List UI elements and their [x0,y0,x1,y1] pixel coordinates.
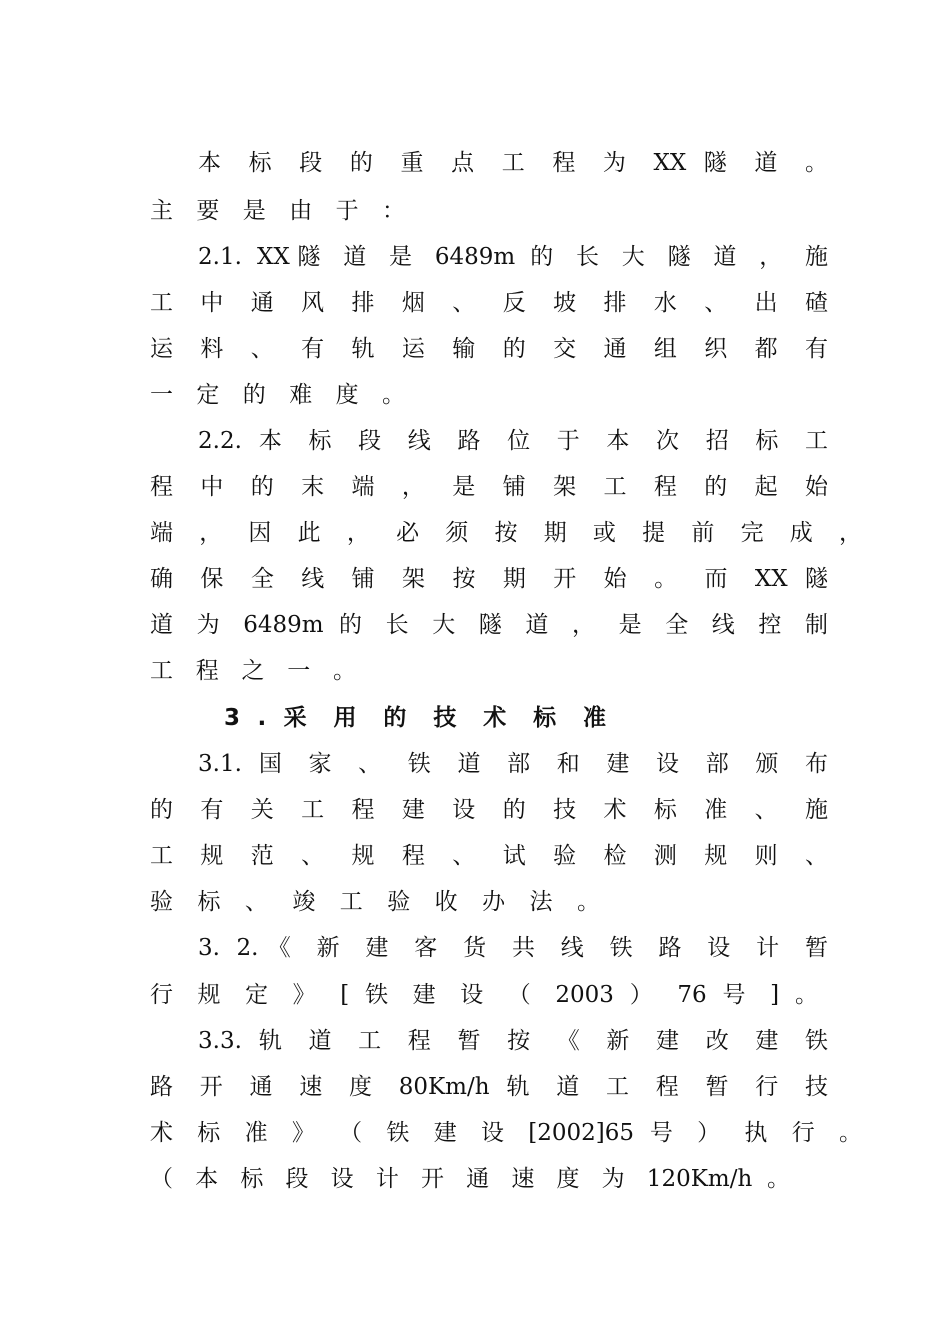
paragraph-line: 程 中 的 末 端 ， 是 铺 架 工 程 的 起 始 [150,474,828,500]
paragraph-line: 3.1. 国 家 、 铁 道 部 和 建 设 部 颁 布 [198,751,828,777]
paragraph-line: 本 标 段 的 重 点 工 程 为 XX 隧 道 。 [198,150,828,176]
section-heading: 3 . 采 用 的 技 术 标 准 [224,705,606,731]
paragraph-line: 主 要 是 由 于 ： [150,198,405,224]
paragraph-line: 运 料 、 有 轨 运 输 的 交 通 组 织 都 有 [150,336,828,362]
paragraph-line: 行 规 定 》 [ 铁 建 设 （ 2003 ） 76 号 ] 。 [150,982,818,1008]
paragraph-line: 端 ， 因 此 ， 必 须 按 期 或 提 前 完 成 ， [150,520,862,546]
paragraph-line: （ 本 标 段 设 计 开 通 速 度 为 120Km/h 。 [150,1166,790,1192]
paragraph-line: 3. 2.《 新 建 客 货 共 线 铁 路 设 计 暂 [198,935,828,961]
paragraph-line: 工 程 之 一 。 [150,658,356,684]
paragraph-line: 工 规 范 、 规 程 、 试 验 检 测 规 则 、 [150,843,828,869]
paragraph-line: 术 标 准 》 （ 铁 建 设 [2002]65 号 ） 执 行 。 [150,1120,862,1146]
paragraph-line: 的 有 关 工 程 建 设 的 技 术 标 准 、 施 [150,797,828,823]
paragraph-line: 工 中 通 风 排 烟 、 反 坡 排 水 、 出 碴 [150,290,828,316]
paragraph-line: 路 开 通 速 度 80Km/h 轨 道 工 程 暂 行 技 [150,1074,828,1100]
paragraph-line: 确 保 全 线 铺 架 按 期 开 始 。 而 XX 隧 [150,566,828,592]
paragraph-line: 2.1. XX隧 道 是 6489m 的 长 大 隧 道 ， 施 [198,244,828,270]
paragraph-line: 2.2. 本 标 段 线 路 位 于 本 次 招 标 工 [198,428,828,454]
paragraph-line: 验 标 、 竣 工 验 收 办 法 。 [150,889,600,915]
paragraph-line: 3.3. 轨 道 工 程 暂 按 《 新 建 改 建 铁 [198,1028,828,1054]
paragraph-line: 一 定 的 难 度 。 [150,382,405,408]
paragraph-line: 道 为 6489m 的 长 大 隧 道 ， 是 全 线 控 制 [150,612,828,638]
